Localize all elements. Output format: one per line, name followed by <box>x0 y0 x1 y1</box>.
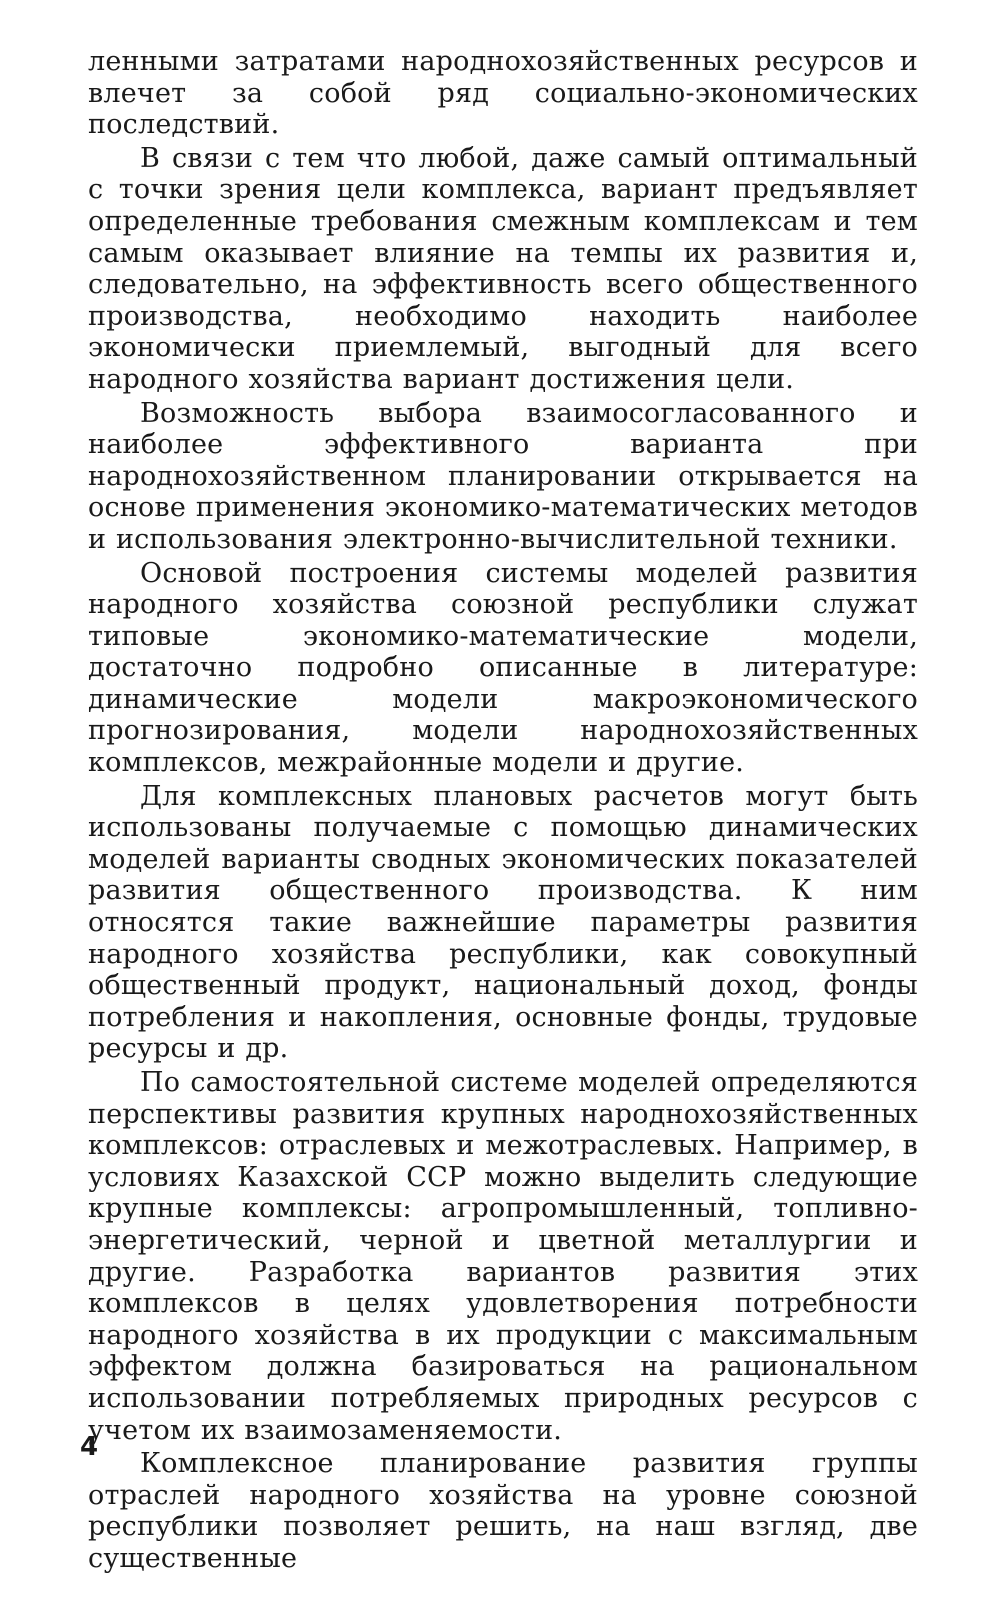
paragraph: По самостоятельной системе моделей определяются перспективы развития крупных народнохозяйственных комплексов: отраслевых и межотраслевых. Например, в условиях Казахской ССР можно выделить следующие крупные комплексы: агропромышленный, топливно-энергетический, черной и цветной металлургии и другие. Разработка вариантов развития этих комплексов в целях удовлетворения потребности народного хозяйства в их продукции с максимальным эффектом должна базироваться на рациональном использовании потребляемых природных ресурсов с учетом их взаимозаменяемости. <box>88 1067 918 1446</box>
page-text <box>88 46 918 1575</box>
paragraph: В связи с тем что любой, даже самый оптимальный с точки зрения цели комплекса, вариант предъявляет определенные требования смежным комплексам и тем самым оказывает влияние на темпы их развития и, следовательно, на эффективность всего общественного производства, необходимо находить наиболее экономически приемлемый, выгодный для всего народного хозяйства вариант достижения цели. <box>88 142 918 395</box>
paragraph-continuation: ленными затратами народнохозяйственных ресурсов и влечет за собой ряд социально-экономических последствий. <box>88 46 918 141</box>
paragraph: Комплексное планирование развития группы отраслей народного хозяйства на уровне союзной республики позволяет решить, на наш взгляд, две существенные <box>88 1448 918 1574</box>
page-number: 4 <box>80 1432 99 1462</box>
paragraph: Основой построения системы моделей развития народного хозяйства союзной республики служат типовые экономико-математические модели, достаточно подробно описанные в литературе: динамические модели макроэкономического прогнозирования, модели народнохозяйственных комплексов, межрайонные модели и другие. <box>88 557 918 779</box>
paragraph: Возможность выбора взаимосогласованного и наиболее эффективного варианта при народнохозяйственном планировании открывается на основе применения экономико-математических методов и использования электронно-вычислительной техники. <box>88 397 918 555</box>
paragraph: Для комплексных плановых расчетов могут быть использованы получаемые с помощью динамических моделей варианты сводных экономических показателей развития общественного производства. К ним относятся такие важнейшие параметры развития народного хозяйства республики, как совокупный общественный продукт, национальный доход, фонды потребления и накопления, основные фонды, трудовые ресурсы и др. <box>88 780 918 1065</box>
